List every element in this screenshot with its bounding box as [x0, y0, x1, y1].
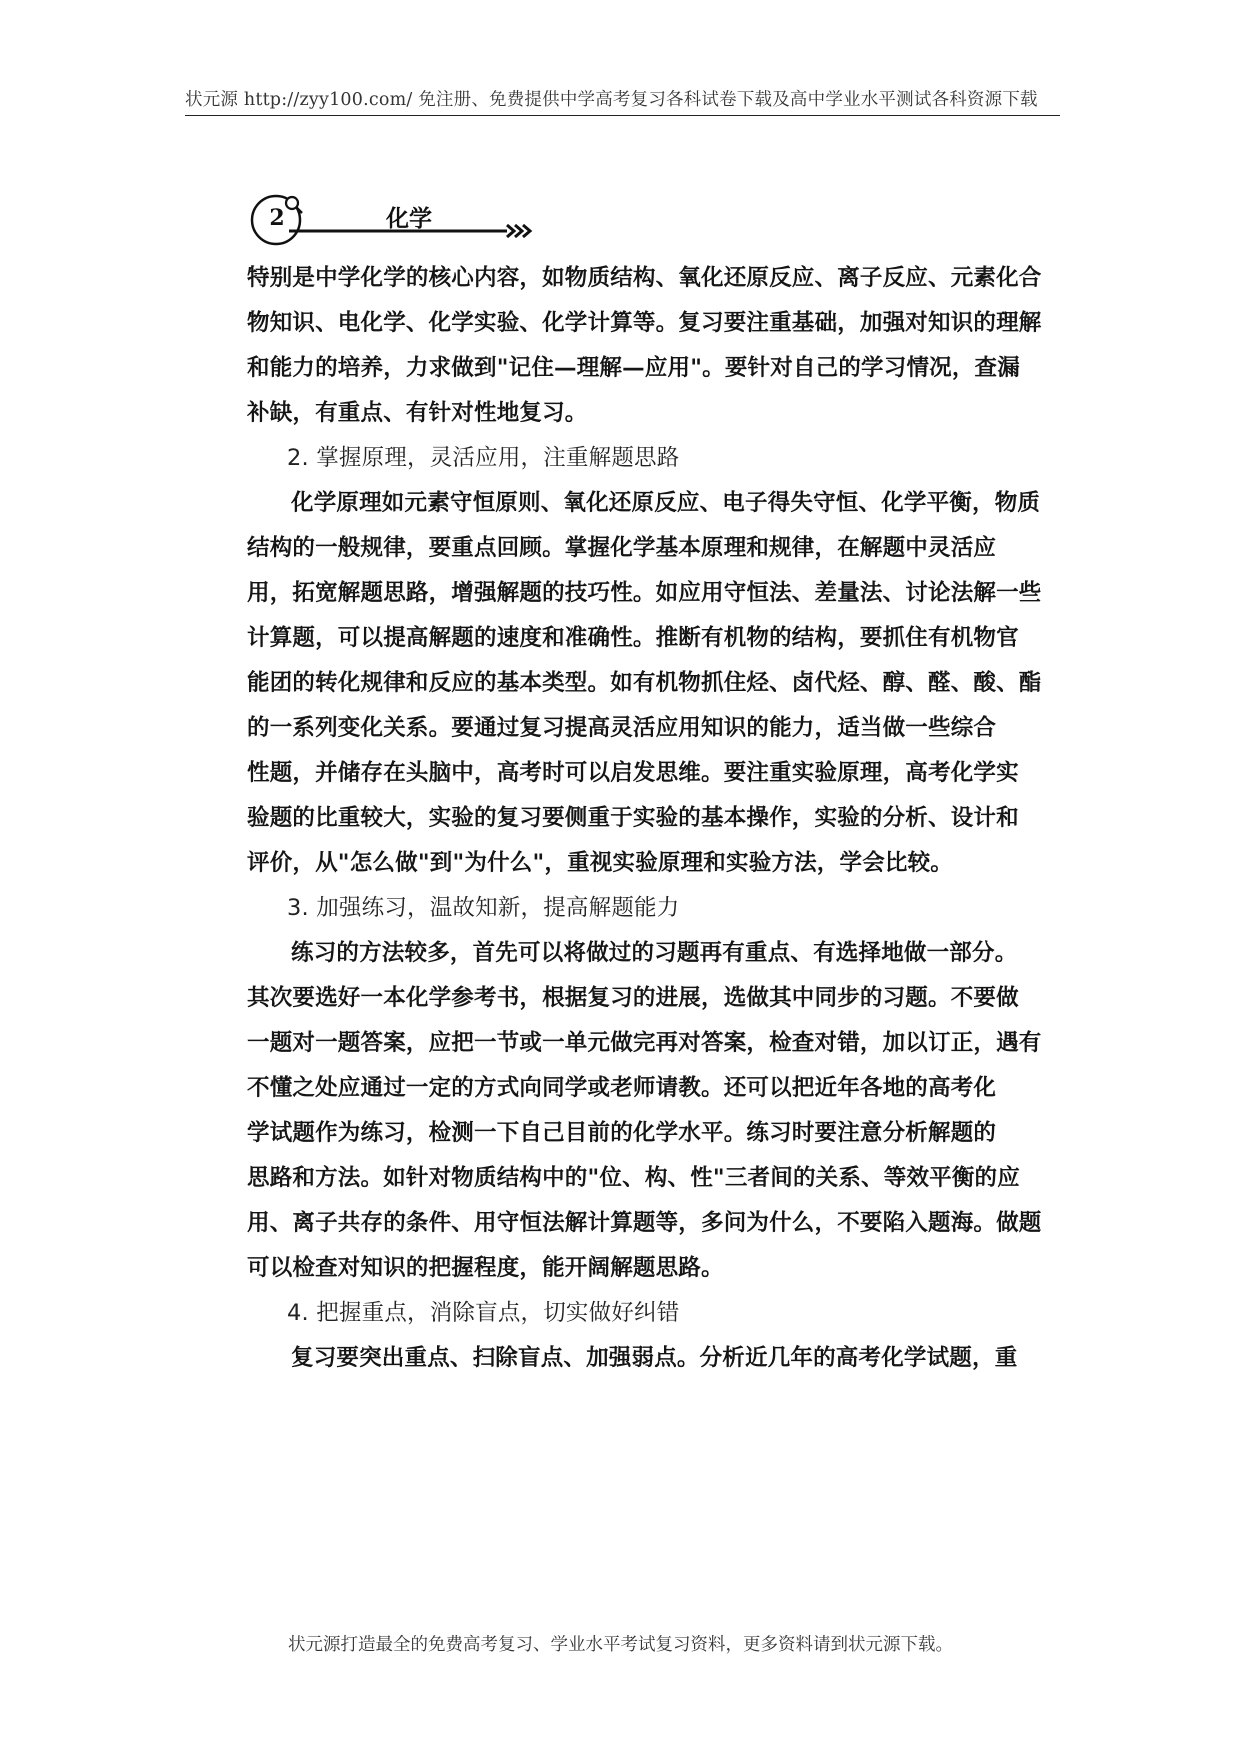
- chapter-badge: [245, 192, 565, 250]
- section-heading: 3. 加强练习，温故知新，提高解题能力: [287, 895, 680, 921]
- text-line: 能团的转化规律和反应的基本类型。如有机物抓住烃、卤代烃、醇、醛、酸、酯: [247, 670, 1042, 696]
- site-header: 状元源 http://zyy100.com/ 免注册、免费提供中学高考复习各科试卷下载及高中学业水平测试各科资源下载: [185, 90, 1038, 110]
- text-line: 其次要选好一本化学参考书，根据复习的进展，选做其中同步的习题。不要做: [247, 985, 1019, 1011]
- text-line: 物知识、电化学、化学实验、化学计算等。复习要注重基础，加强对知识的理解: [247, 310, 1042, 336]
- text-line: 练习的方法较多，首先可以将做过的习题再有重点、有选择地做一部分。: [291, 940, 1018, 966]
- text-line: 用、离子共存的条件、用守恒法解计算题等，多问为什么，不要陷入题海。做题: [247, 1210, 1042, 1236]
- text-line: 用，拓宽解题思路，增强解题的技巧性。如应用守恒法、差量法、讨论法解一些: [247, 580, 1042, 606]
- text-line: 可以检查对知识的把握程度，能开阔解题思路。: [247, 1255, 724, 1281]
- text-line: 化学原理如元素守恒原则、氧化还原反应、电子得失守恒、化学平衡，物质: [291, 490, 1041, 516]
- text-line: 结构的一般规律，要重点回顾。掌握化学基本原理和规律，在解题中灵活应: [247, 535, 997, 561]
- text-line: 一题对一题答案，应把一节或一单元做完再对答案，检查对错，加以订正，遇有: [247, 1030, 1042, 1056]
- text-line: 不懂之处应通过一定的方式向同学或老师请教。还可以把近年各地的高考化: [247, 1075, 997, 1101]
- section-heading: 4. 把握重点，消除盲点，切实做好纠错: [287, 1300, 680, 1326]
- text-line: 性题，并储存在头脑中，高考时可以启发思维。要注重实验原理，高考化学实: [247, 760, 1019, 786]
- text-line: 特别是中学化学的核心内容，如物质结构、氧化还原反应、离子反应、元素化合: [247, 265, 1042, 291]
- text-line: 和能力的培养，力求做到"记住—理解—应用"。要针对自己的学习情况，查漏: [247, 355, 1020, 381]
- text-line: 复习要突出重点、扫除盲点、加强弱点。分析近几年的高考化学试题，重: [291, 1345, 1018, 1371]
- site-footer: 状元源打造最全的免费高考复习、学业水平考试复习资料，更多资料请到状元源下载。: [288, 1635, 953, 1655]
- text-line: 的一系列变化关系。要通过复习提高灵活应用知识的能力，适当做一些综合: [247, 715, 997, 741]
- chapter-title: 化学: [386, 206, 432, 232]
- header-rule: [185, 115, 1060, 116]
- text-line: 学试题作为练习，检测一下自己目前的化学水平。练习时要注意分析解题的: [247, 1120, 997, 1146]
- text-line: 补缺，有重点、有针对性地复习。: [247, 400, 588, 426]
- chapter-number: 2: [269, 205, 285, 231]
- text-line: 验题的比重较大，实验的复习要侧重于实验的基本操作，实验的分析、设计和: [247, 805, 1019, 831]
- text-line: 思路和方法。如针对物质结构中的"位、构、性"三者间的关系、等效平衡的应: [247, 1165, 1020, 1191]
- text-line: 计算题，可以提高解题的速度和准确性。推断有机物的结构，要抓住有机物官: [247, 625, 1019, 651]
- section-heading: 2. 掌握原理，灵活应用，注重解题思路: [287, 445, 680, 471]
- text-line: 评价，从"怎么做"到"为什么"，重视实验原理和实验方法，学会比较。: [247, 850, 953, 876]
